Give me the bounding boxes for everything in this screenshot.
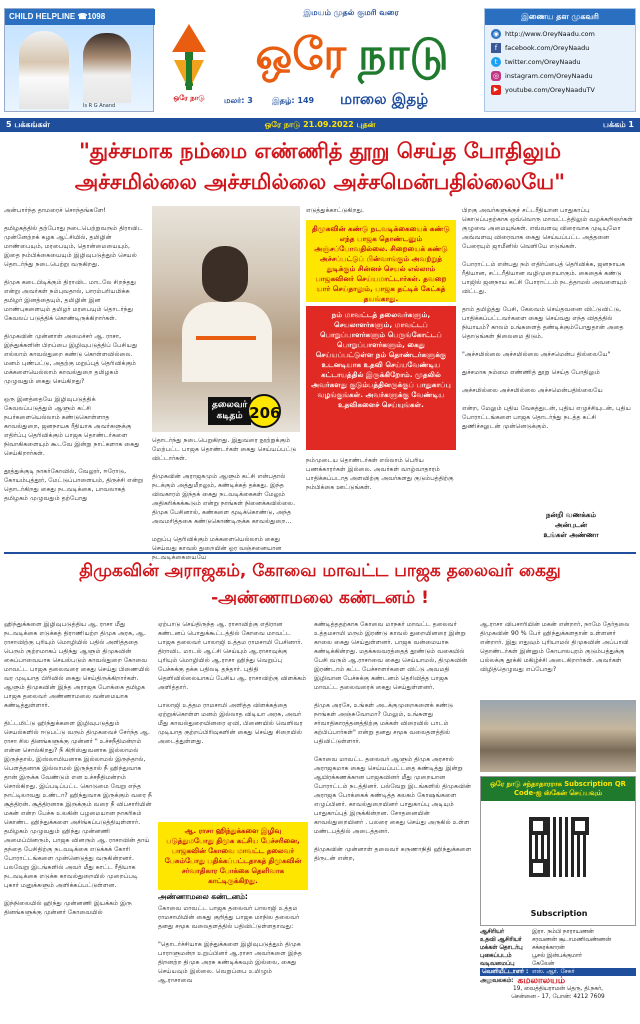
portrait-body [182,302,272,382]
address-line2: சென்னை - 17, போன்: 4212 7609 [511,994,605,1000]
article1-col3-top: எடுத்துக்காட்டுகிறது. [306,207,364,214]
credit-row: வடிவமைப்பு கேலேன் [480,961,555,967]
article2-col2-top: ஏற்பாடு செய்திருந்த ஆ. ராசாவிற்கு எதிரான கண்டனப் பொதுக்கூட்டத்தில் கோவை மாவட்ட பாஜக தலைவர் பாலாஜி உத்தம ராமசாமி பேசினார். திராவிட மாடல் ஆட்சி செய்யும் ஆ.ராசாவுக்கு புரியும் மொழியில் ஆ.ராசா ஹிந்து வெறுப்பு பேச்சுக்கு தக்க பதிலடி தந்தார். புதிதி தெளிவில்லையாகப் பேசிய ஆ. ராசாவிற்கு விளக்கம் அளித்தார். பாலாஜி உத்தம ராமசாமி அளித்த விளக்கத்தை ஏற்றுக்கொள்ள மனம் இல்லாத விடியா அரசு, அவர் மீது காவல்துறையினரை ஏவி, பிணையில் வெளிவர முடியாத குற்றப்பிரிவுகளின் கைது செய்து சிறையில் அடைத்துள்ளது. [158,621,307,745]
leader-letter-badge [208,394,298,428]
article2-subhead: அண்ணாமலை கண்டனம்: [158,892,248,901]
headline-secondary-line1: திமுகவின் அராஜகம், கோவை மாவட்ட பாஜக தலைவர் கைது [79,561,561,581]
article2-col3: கண்டித்ததற்காக கோவை மாநகர் மாவட்ட தலைவர் உத்தமசாமி மரும் இரண்டு காவல் துறையினரை இன்று காலை கைது செய்துள்ளனர். பாஜக வன்மையாக கண்டிக்கின்றது. மதக்கலவரத்தைத் தூண்டும் வகையில் பேசி வரும் ஆ.ராசாவை கைது செய்யாமல், திமுகவின் இரண்டாம் கட்ட பேச்சாளர்களை விட்டு அவமதி இழிவான பேச்சுக்கு கண்டனம் தெரிவித்த பாஜக மாவட்ட தலைவரைக் கைது செய்துள்ளனர். திமுக அரசே, உங்கள் அடக்குமுறைகளைக் கண்டு நாங்கள் அஞ்சுவோமா? மேலும், உங்களது சர்வாதிகாரத்தனத்திற்கு மக்கள் விரைவில் பாடம் கற்பிப்பார்கள்" என்று தனது சமூக வலைதளத்தில் பதிவிட்டுள்ளார். கோவை மாவட்ட தலைவர் ஆளும் திமுக அரசால் அராஜகமாக கைது செய்யப்பட்டதை கண்டித்து இன்று ஆயிரக்கணக்கான பாஜகவினர் மீது முறையான போராட்டம் நடத்தினர். பல்வேறு இடங்களில் திமுகவின் அராஜக போக்கைக் கண்டித்த கலகம் கோஷங்களை எழுப்பினர். காவல்துறையினர் பாதுகாப்பு அடியும் பாதுகாப்புத் இருக்கின்றன. சோதனையின் காவல்துறையினர் . பலரை கைது செய்து அருகில் உள்ள மண்டபத்தில் அடைத்தனர். திமுகவின் முன்னாள் தலைவர் கருணாநிதி ஹிந்துக்களை திருடன் என்ற, [314,621,472,862]
subscription-box-text: ஒரே நாடு சந்தாதாரராக Subscription QR Code-ஐ ஸ்கேன் செய்யவும் [481,777,635,801]
link-website[interactable]: ◉ http://www.OreyNaadu.com [492,30,595,38]
article2-col4: ஆ.ராசா விபசாரியின் மகன் என்றார், நாமே தேர்தலை திமுகவின் 90 % பேர் ஹிந்துக்களதான் உள்ளனர் என்றார். இது எதுவும் புரியாமல் திமுகவின் அப்பாவி தொண்டர்கள் இன்னும் கோபாலபுரம் குடும்பத்துக்கு பல்லக்கு தூக்கி மகிழ்ச்சி அடைகிறார்கள். அவர்கள் விழித்தெழுவது எப்போது? [480,621,630,673]
quote-box-red: நம் மாவட்டத் தலைவர்களும், செயலாளர்களும், மாவட்டப் பொறுப்பாளர்களும் பெருங்கோட்டப் பொறுப்பாளர்களும், கைது செய்யப்பட்டுள்ள நம் தொண்டர்களுக்கு உடனடியாக உதவி செய்யவேண்டிய கட்டாயத்தில் இருக்கிறோம். முதலில் அவர்களது குடும்பத்தினருக்குப் பாதுகாப்பு வழங்குங்கள். அவர்களுக்கு வேண்டிய உதவிகளைச் செய்யுங்கள். [306,306,456,450]
twitter-icon: t [491,57,501,67]
subscription-panel [480,776,636,926]
badge-number: 206 [247,394,281,428]
credit-row: உதவி ஆசிரியர் சரவணன் சூடாமணிவண்ணன் [480,937,611,943]
subscription-label: Subscription [530,909,588,918]
web-links-panel [484,8,636,112]
qr-code-icon[interactable] [529,817,589,877]
link-facebook[interactable]: f facebook.com/OreyNaadu [491,43,629,53]
badge-label: தலைவர் கடிதம் [208,397,251,425]
link-instagram[interactable]: ◎ instagram.com/OreyNaadu [492,72,593,80]
headline-main-line1: "துச்சமாக நம்மை எண்ணித் தூறு செய்த போதிலும் [78,139,561,163]
leader-writing-photo [152,206,300,432]
logo-caption: ஒரே நாடு [173,94,205,102]
article1-col1: அன்பார்ந்த தாமரைச் சொந்தங்களே! தமிழகத்தில் தற்போது நடைபெற்றுவரும் திராவிட முன்னேற்றக் கழக ஆட்சியில், தமிழின் மாண்பையும், மரபையும், தொன்மையையும், இதை நம்பிக்கையையும் இழிவுபடுத்தும் செயல் தொடர்ந்து நடைபெற்று வருகிறது. திமுக கடைபிடிக்கும் திராவிட மாடலே சிறந்தது என்று அவர்கள் நம்புவதால், பாரம்பரியமிக்க தமிழர் இனத்தையும், தமிழின் இன மாண்புகளையும் தமிழர் மரபையும் தொடர்ந்து கேவலப் படுத்திக் கொண்டிருக்கிறார்கள். திமுகவின் முன்னாள் அமைச்சர் ஆ. ராசா, இந்துக்களின் பிறப்பை இழிவுபடுத்திப் பேசியது எல்லாம் காவல்துறை கண்டு கொள்ளவில்லை. மனம் புண்பட்டு, அதற்கு மறுப்புத் தெரிவிக்கும் மக்களையெல்லாம் காவல்துறை தமிழகம் முழுவதும் கைது செய்கிறது? ஒரு இனத்தையே இழிவுபடுத்திக் கேவலப்படுத்தும் ஆளும் கட்சி நபர்களையெல்லாம் கண்டுகொள்ளாத காவல்துறை, ஜனநாயக ரீதியாக அவர்களுக்கு எதிர்ப்பு தெரிவிக்கும் பாஜக தொண்டர்களை நிவாகிகளையும் கூடவே இன்று நாட்களாக கைது செய்கிறார்கள். தூத்துக்குடி நாகர்கோவில், வேலூர், ஈரோடு, கோயம்புத்தூர், மேட்டுப்பாளையம், திருச்சி என்று தொடர்கிறது கைது நடவடிக்கை, பாவலாகத் தமிழகம் முழுவதும் தற்போது [4,207,144,502]
office-row: அலுவலகம்: கமலாலயம் [480,976,566,986]
quote-box-yellow: திமுகவின் கண்டு நடவடிக்கையைக் கண்டு எந்த பாஜக தொண்டனும் அஞ்சப்போவதில்லை. சிறையைக் கண்டு அச்சப்பட்டுப் பின்வாங்கும் அவற்றுத் துடிக்கும் சின்னச் செயல் எல்லாம் பாஜகவினர் செய்யமாட்டார்கள். தவறை யார் செய்தாலும், பாஜக தட்டிக் கேட்கத் தயங்காது. [306,220,456,302]
page-count: 5 பக்கங்கள் [6,120,50,129]
edition-label: மாலை இதழ் [340,90,429,108]
article2-col1: ஹிந்துக்களை இழிவுபடுத்திய ஆ. ராசா மீது நடவடிக்கை எடுக்கத் திராணியற்ற திமுக அரசு, ஆ. ராசாவிற்கு புரியும் மொழியில் பதில் அளித்ததை பெரும் குற்றமாகப் பதிந்து ஆளும் திமுகவின் கைப்பாவையாக செயல்படும் காவல்துறை கோவை மாவட்ட பாஜக தலைவரை கைது செய்து பிணையில் வர முடியாத பிரிவில் கைது செய்திருக்கிறார்கள். ஆளும் திமுகவின் இந்த அராஜக போக்கை தமிழக பாஜக தலைவர் அண்ணாமலை வன்மையாக கண்டித்துள்ளார். திட்டமிட்டு ஹிந்துக்களை இழிவுபடுத்தும் செயல்களில் ஈடுபட்டு வரும் திமுகவைச் சேர்ந்த ஆ. ராசா சில தினங்களுக்கு முன்னர் " உச்சநீதிமன்றம் என்ன சொல்கிறது? நீ கிறிஸ்துவனாக இல்லாமல் இருந்தால், இஸ்லாமியனாக இல்லாமல் இருந்தால், பெளத்தனாக இல்லாமல் இருந்தால் நீ ஹிந்துவாக தான் இருக்க வேண்டும் என உச்சநீதிமன்றம் சொல்கிறது. இப்படிப்பட்ட கொடுமை வேறு எந்த நாட்டிலாவது உண்டா? ஹிந்துவாக இருக்கும் வரை நீ சூத்திரன். சூத்திரனாக இருக்கும் வரை நீ விபசாரியின் மகன் என்ற பேச்சு உலகின் பழமையான நாகரிகம் கொண்ட ஹிந்துக்களை அசிங்கப்படுத்தியுள்ளார். தமிழகம் முழுவதும் ஹிந்து முன்னணி அமைப்பினரும், பாஜக வினரும் ஆ. ராசாவின் தாய் தந்தை பேசிதிற்கு நடவடிக்கை எடுக்கக் கோரி போராட்டங்களை முன்னெடுத்து வருகின்றனர். பலவேறு இடங்களில் அவர் மீது காட்ட ரீதியாக நடவடிக்கை எடுக்க காவல்துறையில் முறைப்படி புகார் மனுக்களும் அளிக்கப்பட்டுள்ளன. இந்நிலையில் ஹிந்து முன்னணி இயக்கம் இரு தினங்களுக்கு முன்னர் கோவையில் [4,621,152,916]
tagline: இமயம் முதல் குமரி வரை [303,8,399,17]
info-bar [0,118,640,132]
instagram-icon: ◎ [492,72,500,80]
masthead [0,0,640,118]
credits-block [480,928,636,1022]
issue-date: ஒரே நாடு 21.09.2022 புதன் [264,120,376,129]
facebook-icon: f [491,43,501,53]
volume-number: மலர்: 3 [224,96,253,105]
masthead-title [224,22,480,92]
leader-photo [19,31,69,109]
portrait-scarf [196,336,256,340]
article1-signoff: நன்றி வணக்கம் அன்புடன் உங்கள் அண்ணா [543,511,599,539]
section-divider [4,552,636,554]
headline-secondary [4,558,636,616]
page-number: பக்கம் 1 [603,120,634,129]
globe-icon: ◉ [492,30,500,38]
credit-row: புகைப்படம் பூசல் இன்பக்குமார் [480,953,582,959]
article1-col2: தொடர்ந்து நடைபெறுகிறது. இதுவரை நூற்றுக்கும் மேற்பட்ட பாஜக தொண்டர்கள் கைது செய்யப்பட்டு விட்டார்கள். திமுகவின் அராஜகமும் ஆளும் கட்சி என்பதால் நடக்கும் அத்துமீறலும், கண்டிக்கத் தக்கது. இந்த விவகாரம் இந்தக் கைது நடவடிக்கைகள் மேலும் அதிகரிக்கக்கூடும் என்று நாங்கள் நினைக்கவில்லை. திமுக பேசினால், கண்களை மூடிக்கொண்டு, அந்த அவமரித்தகை கண்டுகொண்டிருக்க காவல்துறை... மறுப்பு தெரிவிக்கும் மக்களையெல்லாம் கைது செய்வது காவல் துறையின் ஓர வஞ்சனையான நடவடிக்கையையே [152,437,297,561]
credit-row: ஆசிரியர் இரா. நம்பி நாராயணன் [480,929,594,935]
article1-col3-bottom: நம்முடைய தொண்டர்கள் எல்லாம் பெரிய பணக்காரர்கள் இல்லை. அவர்கள் வாழ்வாதாரம் பாதிக்கப்படாத அளவிற்கு அவர்களது குடும்பத்திற்கு நம்பிக்கை ஊட்டுங்கள். [306,457,454,491]
masthead-photo-panel [4,8,154,112]
person-caption: Is R G Anand [83,103,116,109]
links-header: இணைய தள முகவரி [485,9,635,25]
issue-number: இதழ்: 149 [272,96,315,105]
title-word-right: நாடு [358,28,449,80]
credit-row: மக்கள் தொடர்பு சக்கரக்காரன் [480,945,565,951]
address-line1: 19, வைத்தியராமன் தெரு, தி.நகர், [513,986,603,992]
portrait-head [202,246,248,302]
pen-nib-logo-icon [160,20,218,104]
link-youtube[interactable]: ▶ youtube.com/OreyNaaduTV [491,85,629,95]
title-word-left: ஒரே [255,28,347,80]
article2-col2-bottom: கோவை மாவட்ட பாஜக தலைவர் பாலாஜி உத்தம ராமசாமியின் கைது குறித்து பாஜக மாநில தலைவர் தனது சமூக வலைதளத்தில் பதிவிட்டுள்ளதாவது: "தொடர்ச்சியாக இந்துக்களை இழிவுபடுத்தும் திமுக பாராளுமன்ற உறுப்பினர் ஆ.ராசா அவர்களை இந்த திறனற்ற திமுக அரசு கண்டிக்கவும் இல்லை, கைது செய்யவும் இல்லை. வெறுப்பை உமிழும் ஆ.ராசாவை [158,905,302,984]
logo [160,20,218,104]
headline-secondary-line2: -அண்ணாமலை கண்டனம் ! [211,588,429,608]
protest-photo [480,700,636,772]
child-helpline-banner: CHILD HELPLINE ☎1098 [5,9,155,25]
link-twitter[interactable]: t twitter.com/OreyNaadu [491,57,629,67]
headline-main [4,136,636,200]
youtube-icon: ▶ [491,85,501,95]
editor-photo [83,33,131,103]
article1-col4: பிறகு அவர்களுக்குச் சட்டரீதியான பாதுகாப்பு கொடுப்பதற்காக ஒவ்வொரு மாவட்டத்திலும் வழக்கறிஞர்கள் குழுவை அமையுங்கள். எவ்வளவு விரைவாக முடியுமோ அவ்வளவு விரைவாக கைது செய்யப்பட்ட அத்தனை பேரையும் ஜாமீனில் வெளியே எடுங்கள். போராட்டம் என்பது நம் எதிர்ப்பைத் தெரிவிக்க, ஜனநாயக ரீதியான, சட்டரீதியான வழிமுறையாகும். கைதைக் கண்டு பாஜில் ஜனநாய கட்சி போராட்டம் நடத்தாமல் அவளையும் விட்டது. தாம் தமிழ்த்து பேசி, கேலவம் செய்தவனை விட்டுவிட்டு, பாதிக்கப்பட்டவர்களை கைது செய்வது எந்த விதத்தில் நியாயம்? காலம் உங்களைத் தண்டிக்கும்போதுதான் அதை தொடுங்கள் நிலைமை திடும். "அச்சமில்லை அச்சமில்லை அச்சமென்ப தில்லையே" துச்சமாக நம்மை எண்ணித் தூறு செய்த போதிலும் அச்சமில்லை அச்சமில்லை அச்சமென்பதில்லையே என்ற, மேலும் புதிய வேகத்துடன், புதிய எழுச்சியுடன், புதிய போராட்டங்களை பாஜக தொடர்ந்து நடத்த கட்சி துணிச்சலுடன் முன்னெடுக்கும். [462,207,633,430]
quote-box-article2: ஆ. ராசா ஹிந்துக்களை இழிவு படுத்துமபோது திமுக கட்சிய பேச்சரினை, பாஜகவின் கோவை மாவட்ட தலைவர் பேசும்போது பதிக்கப்பட்டதாகத் திமுகவின் சர்வாதிகார போக்கை தெளிவாக காட்டிருக்கிறது. [158,822,308,890]
headline-main-line2: அச்சமில்லை அச்சமில்லை அச்சமென்பதில்லையே" [74,170,566,194]
publisher-row: வெளியீட்டாளர் : எஸ். ஆர். சேகர் [480,968,636,976]
